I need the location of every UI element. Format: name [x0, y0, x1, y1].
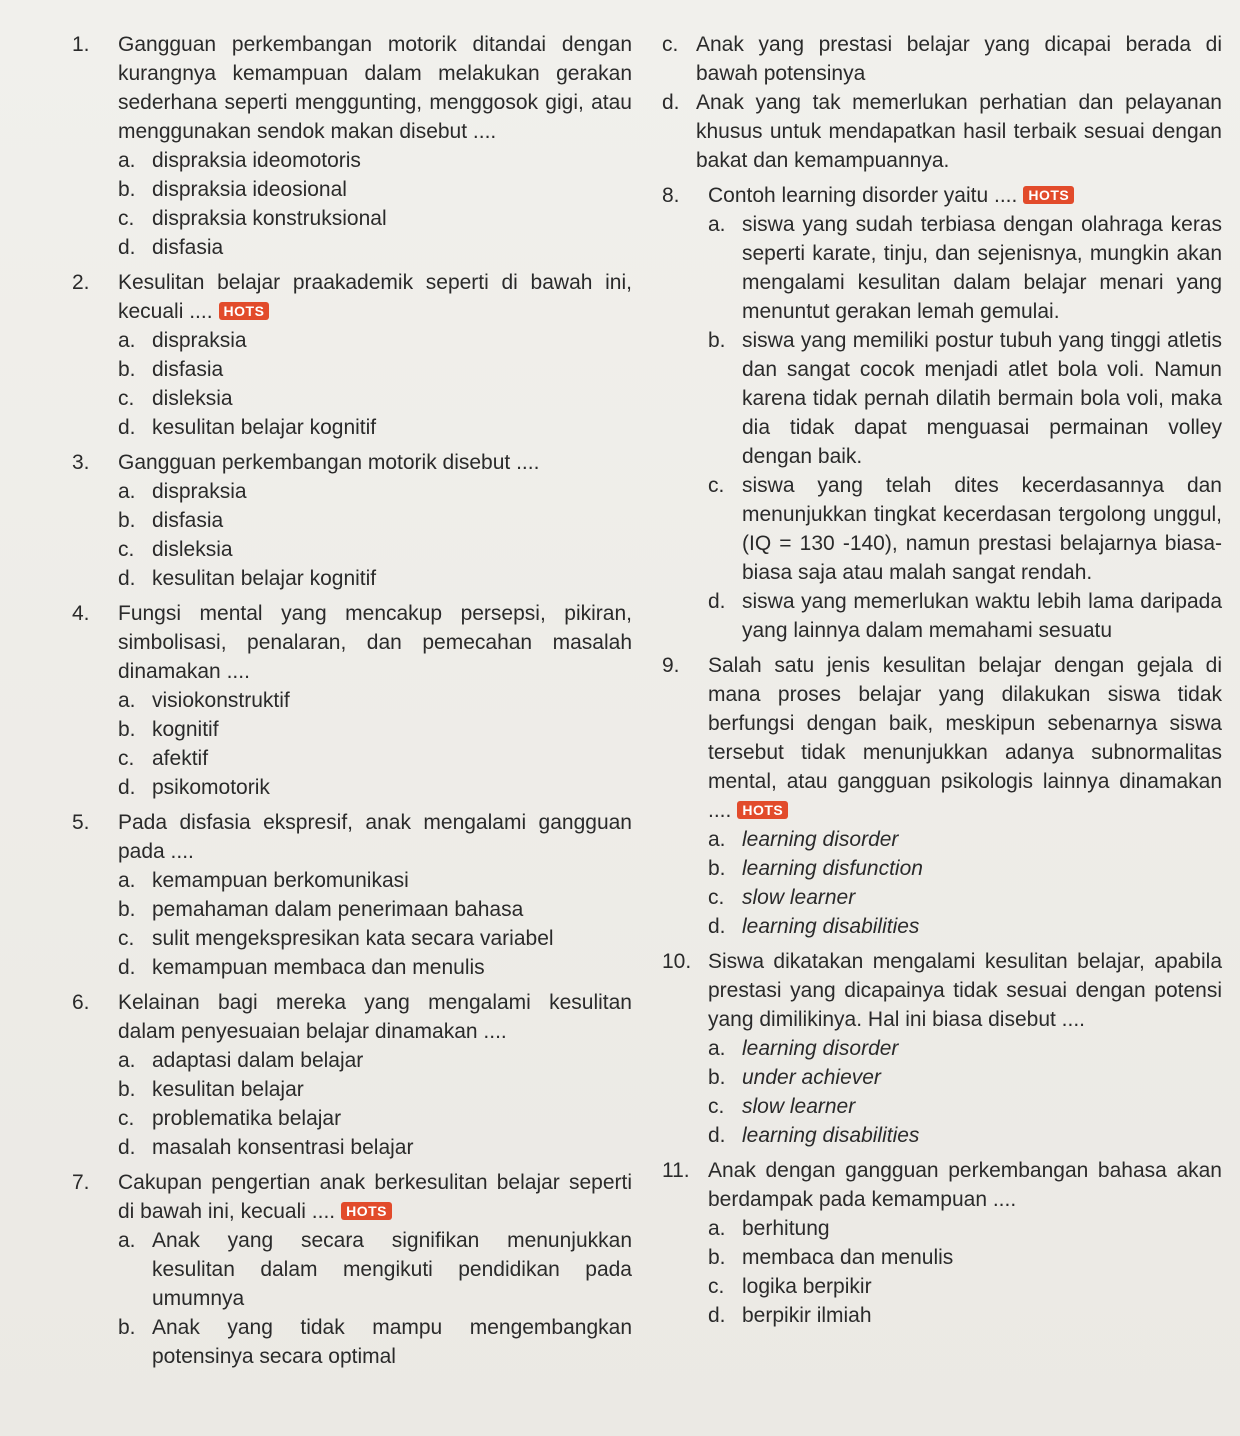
option-letter: c.	[708, 1095, 725, 1118]
question-stem: Anak dengan gangguan perkembangan bahasa akan berdampak pada kemampuan ....	[708, 1159, 1222, 1211]
hots-badge: HOTS	[737, 801, 788, 819]
question-number: 9.	[662, 654, 680, 677]
option-text: Anak yang tidak mampu mengembangkan potensinya secara optimal	[152, 1316, 632, 1368]
question-10	[662, 947, 1222, 1150]
option-text: siswa yang telah dites kecerdasannya dan menunjukkan tingkat kecerdasan tergolong unggul, (IQ = 130 -140), namun prestasi belajarnya biasa-biasa saja atau malah sangat rendah.	[742, 474, 1222, 584]
hots-badge: HOTS	[1023, 186, 1074, 204]
option-text: siswa yang sudah terbiasa dengan olahraga keras seperti karate, tinju, dan sejenisnya, mungkin akan mengalami kesulitan dalam belajar menari yang menuntut gerakan lemah gemulai.	[742, 213, 1222, 323]
option-d	[118, 564, 632, 593]
option-letter: b.	[708, 1066, 726, 1089]
question-number: 2.	[72, 271, 90, 294]
option-c	[118, 924, 632, 953]
option-d	[662, 88, 1222, 175]
question-number: 3.	[72, 451, 90, 474]
option-a	[708, 1034, 1222, 1063]
question-stem: Siswa dikatakan mengalami kesulitan belajar, apabila prestasi yang dicapainya tidak sesuai dengan potensi yang dimilikinya. Hal ini biasa disebut ....	[708, 950, 1222, 1031]
option-b	[118, 175, 632, 204]
option-letter: b.	[118, 509, 136, 532]
option-a	[708, 210, 1222, 326]
option-a	[118, 1226, 632, 1313]
option-d	[118, 1133, 632, 1162]
question-number: 8.	[662, 184, 680, 207]
option-text: kognitif	[152, 718, 219, 741]
option-text: learning disorder	[742, 1037, 899, 1060]
option-b	[708, 1243, 1222, 1272]
option-b	[118, 355, 632, 384]
option-letter: a.	[118, 1049, 136, 1072]
option-letter: c.	[662, 33, 679, 56]
option-letter: d.	[708, 1124, 726, 1147]
option-c	[708, 1272, 1222, 1301]
option-text: dispraksia	[152, 480, 247, 503]
option-letter: a.	[118, 149, 136, 172]
question-number: 1.	[72, 33, 90, 56]
question-number: 4.	[72, 602, 90, 625]
option-letter: c.	[118, 538, 135, 561]
option-text: learning disabilities	[742, 1124, 920, 1147]
question-stem: Contoh learning disorder yaitu ....	[708, 184, 1018, 207]
option-c	[118, 535, 632, 564]
option-text: psikomotorik	[152, 776, 270, 799]
question-5	[72, 808, 632, 982]
option-text: membaca dan menulis	[742, 1246, 954, 1269]
question-number: 5.	[72, 811, 90, 834]
option-letter: c.	[708, 1275, 725, 1298]
option-text: slow learner	[742, 1095, 856, 1118]
option-letter: a.	[708, 1217, 726, 1240]
option-text: kesulitan belajar kognitif	[152, 567, 377, 590]
option-letter: c.	[118, 927, 135, 950]
question-4	[72, 599, 632, 802]
option-text: learning disfunction	[742, 857, 923, 880]
option-letter: b.	[118, 358, 136, 381]
option-d	[118, 953, 632, 982]
option-text: Anak yang tak memerlukan perhatian dan pelayanan khusus untuk mendapatkan hasil terbaik sesuai dengan bakat dan kemampuannya.	[696, 91, 1222, 172]
question-number: 10.	[662, 950, 692, 973]
option-c	[662, 30, 1222, 88]
option-text: disfasia	[152, 236, 224, 259]
option-text: learning disabilities	[742, 915, 920, 938]
option-letter: a.	[118, 480, 136, 503]
option-text: kesulitan belajar	[152, 1078, 304, 1101]
question-stem: Salah satu jenis kesulitan belajar dengan gejala di mana proses belajar yang dilakukan siswa tidak berfungsi dengan baik, meskipun sebenarnya siswa tersebut tidak menunjukkan adanya subnormalitas mental, atau gangguan psikologis lainnya dinamakan ....	[708, 654, 1222, 822]
option-letter: c.	[118, 387, 135, 410]
option-letter: c.	[118, 207, 135, 230]
question-number: 11.	[662, 1159, 690, 1182]
option-text: dispraksia konstruksional	[152, 207, 387, 230]
option-letter: d.	[118, 956, 136, 979]
question-6	[72, 988, 632, 1162]
option-c	[118, 1104, 632, 1133]
question-number: 7.	[72, 1171, 90, 1194]
option-text: kesulitan belajar kognitif	[152, 416, 377, 439]
option-text: siswa yang memiliki postur tubuh yang tinggi atletis dan sangat cocok menjadi atlet bola voli. Namun karena tidak pernah dilatih bermain bola voli, maka dia tidak dapat menguasai permainan volley dengan baik.	[742, 329, 1222, 468]
option-letter: a.	[118, 689, 136, 712]
question-number: 6.	[72, 991, 90, 1014]
option-text: siswa yang memerlukan waktu lebih lama daripada yang lainnya dalam memahami sesuatu	[742, 590, 1222, 642]
question-7-continued	[662, 30, 1222, 175]
question-stem: Gangguan perkembangan motorik disebut ....	[118, 451, 540, 474]
option-a	[118, 866, 632, 895]
option-a	[708, 1214, 1222, 1243]
question-3	[72, 448, 632, 593]
hots-badge: HOTS	[219, 302, 270, 320]
option-letter: c.	[118, 747, 135, 770]
question-stem: Cakupan pengertian anak berkesulitan belajar seperti di bawah ini, kecuali ....	[118, 1171, 632, 1223]
option-text: disleksia	[152, 387, 233, 410]
question-11	[662, 1156, 1222, 1330]
option-d	[118, 773, 632, 802]
option-c	[708, 1092, 1222, 1121]
option-letter: d.	[118, 236, 136, 259]
option-text: disfasia	[152, 358, 224, 381]
option-a	[118, 686, 632, 715]
option-d	[118, 413, 632, 442]
option-letter: d.	[118, 567, 136, 590]
option-text: disfasia	[152, 509, 224, 532]
option-text: learning disorder	[742, 828, 899, 851]
option-letter: d.	[708, 590, 726, 613]
option-text: under achiever	[742, 1066, 881, 1089]
option-letter: b.	[118, 178, 136, 201]
question-2	[72, 268, 632, 442]
option-a	[118, 477, 632, 506]
option-letter: a.	[118, 1229, 136, 1252]
option-text: sulit mengekspresikan kata secara variabel	[152, 927, 554, 950]
option-letter: d.	[118, 416, 136, 439]
right-column	[662, 30, 1222, 1336]
option-letter: b.	[118, 718, 136, 741]
question-stem: Kesulitan belajar praakademik seperti di bawah ini, kecuali ....	[118, 271, 632, 323]
option-d	[708, 587, 1222, 645]
option-text: Anak yang prestasi belajar yang dicapai berada di bawah potensinya	[696, 33, 1222, 85]
option-letter: b.	[708, 1246, 726, 1269]
option-text: problematika belajar	[152, 1107, 342, 1130]
question-9	[662, 651, 1222, 941]
option-text: Anak yang secara signifikan menunjukkan kesulitan dalam mengikuti pendidikan pada umumnya	[152, 1229, 632, 1310]
option-letter: b.	[708, 329, 726, 352]
option-letter: c.	[118, 1107, 135, 1130]
option-letter: d.	[662, 91, 680, 114]
option-letter: d.	[118, 776, 136, 799]
option-b	[708, 1063, 1222, 1092]
left-column	[72, 30, 632, 1377]
option-letter: a.	[118, 869, 136, 892]
option-d	[708, 1121, 1222, 1150]
option-text: afektif	[152, 747, 209, 770]
option-a	[118, 326, 632, 355]
option-text: logika berpikir	[742, 1275, 872, 1298]
option-b	[708, 854, 1222, 883]
option-b	[118, 715, 632, 744]
option-a	[118, 1046, 632, 1075]
question-stem: Gangguan perkembangan motorik ditandai dengan kurangnya kemampuan dalam melakukan gerakan sederhana seperti menggunting, menggosok gigi, atau menggunakan sendok makan disebut ....	[118, 33, 632, 143]
option-a	[118, 146, 632, 175]
option-c	[708, 471, 1222, 587]
option-c	[118, 384, 632, 413]
option-text: pemahaman dalam penerimaan bahasa	[152, 898, 524, 921]
option-d	[118, 233, 632, 262]
option-letter: c.	[708, 474, 725, 497]
option-text: dispraksia ideosional	[152, 178, 347, 201]
option-b	[708, 326, 1222, 471]
question-8	[662, 181, 1222, 645]
option-text: visiokonstruktif	[152, 689, 290, 712]
option-letter: b.	[708, 857, 726, 880]
option-letter: b.	[118, 1316, 136, 1339]
option-b	[118, 1075, 632, 1104]
hots-badge: HOTS	[341, 1202, 392, 1220]
option-letter: d.	[708, 1304, 726, 1327]
option-letter: b.	[118, 898, 136, 921]
option-d	[708, 1301, 1222, 1330]
question-stem: Kelainan bagi mereka yang mengalami kesulitan dalam penyesuaian belajar dinamakan ....	[118, 991, 632, 1043]
option-d	[708, 912, 1222, 941]
option-text: kemampuan berkomunikasi	[152, 869, 409, 892]
question-7	[72, 1168, 632, 1371]
option-text: disleksia	[152, 538, 233, 561]
option-text: berhitung	[742, 1217, 830, 1240]
option-text: kemampuan membaca dan menulis	[152, 956, 485, 979]
option-letter: d.	[708, 915, 726, 938]
option-letter: a.	[118, 329, 136, 352]
option-text: dispraksia	[152, 329, 247, 352]
option-c	[708, 883, 1222, 912]
option-letter: a.	[708, 213, 726, 236]
option-text: dispraksia ideomotoris	[152, 149, 361, 172]
option-text: berpikir ilmiah	[742, 1304, 872, 1327]
question-stem: Fungsi mental yang mencakup persepsi, pikiran, simbolisasi, penalaran, dan pemecahan masalah dinamakan ....	[118, 602, 632, 683]
option-b	[118, 895, 632, 924]
question-1	[72, 30, 632, 262]
option-text: masalah konsentrasi belajar	[152, 1136, 414, 1159]
option-letter: b.	[118, 1078, 136, 1101]
option-text: adaptasi dalam belajar	[152, 1049, 364, 1072]
option-letter: c.	[708, 886, 725, 909]
question-stem: Pada disfasia ekspresif, anak mengalami gangguan pada ....	[118, 811, 632, 863]
option-c	[118, 744, 632, 773]
option-a	[708, 825, 1222, 854]
option-letter: a.	[708, 828, 726, 851]
option-letter: d.	[118, 1136, 136, 1159]
option-c	[118, 204, 632, 233]
option-b	[118, 506, 632, 535]
option-b	[118, 1313, 632, 1371]
option-text: slow learner	[742, 886, 856, 909]
option-letter: a.	[708, 1037, 726, 1060]
